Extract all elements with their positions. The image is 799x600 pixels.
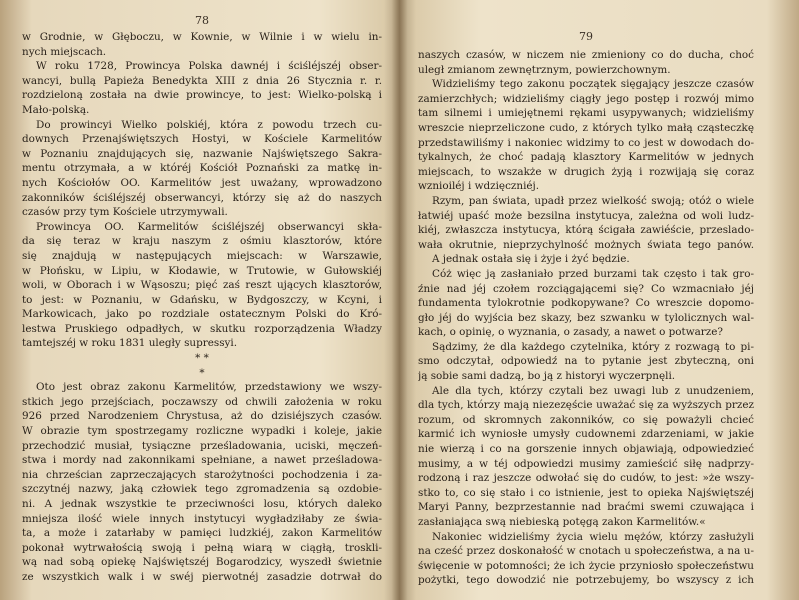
text-line: dla tych, którzy mają niezezęście uważać się za wyższych przez xyxy=(418,399,754,412)
text-line: Maryi Panny, bezprzestannie nad braćmi swemi czuwająca i xyxy=(418,501,754,514)
text-line: Prowincya OO. Karmelitów ściśléjszéj obserwancyi skła- xyxy=(36,220,382,233)
text-line: stwa i mordy nad zakonnikami spełniane, a nawet prześladowa- xyxy=(22,454,382,467)
page-number-right: 79 xyxy=(579,30,593,43)
text-line: Markowicach, jako po rozdziale ostatecznym Polski do Kró- xyxy=(22,308,382,321)
text-line: gło jéj do wyjścia bez skazy, bez szwanku w tylolicznych wal- xyxy=(418,311,754,324)
text-line: pokonał wytrwałością swoją i pełną wiarą w ciągłą, troskli- xyxy=(22,541,382,554)
text-line: * xyxy=(199,366,205,379)
text-line: mniejsza ilość wiele innych instytucyi wygładziłaby ze świa- xyxy=(22,512,382,525)
right-page xyxy=(418,0,754,600)
text-line: ni. A jednak wszystkie te przeciwności losu, których daleko xyxy=(22,498,382,510)
text-line: zamierzchłych; widzieliśmy ciągły jego postęp i rozwój mimo xyxy=(418,92,754,105)
text-line: rozdzieloną została na dwie prowincye, to jest: Wielko-polską i xyxy=(22,89,382,102)
text-line: na cześć przez doskonałość w cnotach u społeczeństwa, a na u- xyxy=(418,545,754,558)
text-line: pożytki, tego dowodzić nie potrzebujemy, bo wszyscy z ich xyxy=(418,574,754,587)
page-number-left: 78 xyxy=(195,14,209,27)
text-line: Ale dla tych, którzy czytali bez uwagi lub z unudzeniem, xyxy=(432,384,754,397)
text-line: to jest: w Poznaniu, w Gdańsku, w Bydgoszczy, w Kcyni, i xyxy=(22,293,382,306)
text-line: stko to, co się stało i co istnienie, jest to opieka Najświętszéj xyxy=(418,486,754,499)
text-line: Mało-polską. xyxy=(22,103,90,116)
text-line: W roku 1728, Prowincya Polska dawnéj i ściśléjszéj obser- xyxy=(36,60,382,73)
text-line: Cóż więc ją zasłaniało przed burzami tak często i tak gro- xyxy=(432,267,754,280)
text-line: wreszcie nieprzeliczone cudo, z których tylko małą cząsteczkę xyxy=(418,121,754,134)
text-line: uległ zmianom zewnętrznym, powierzchownym. xyxy=(418,63,671,76)
text-line: szczytnéj nazwy, jaką człowiek tego zgromadzenia są ozdobie- xyxy=(22,483,382,496)
text-line: rodzoną i raz jeszcze odwołać się do cudów, to jest: »że wszy- xyxy=(418,472,754,485)
text-line: przedstawiliśmy i nakoniec widzimy to co jest w dowodach do- xyxy=(418,136,754,149)
text-line: zasłaniająca swą niebieską potęgą zakon Karmelitów.« xyxy=(418,516,706,528)
text-line: musimy, a w téj odpowiedzi musimy zamieścić siłę nadprzy- xyxy=(418,457,754,470)
text-line: ze wszystkich walk i w swéj pierwotnéj zasadzie dotrwał do xyxy=(22,570,382,583)
text-line: nych Kościołów OO. Karmelitów jest uważany, wprowadzono xyxy=(22,176,382,189)
text-line: źnie nad jéj czołem rozciągającemi się? Co wzmacniało jéj xyxy=(418,282,754,295)
text-line: stkich jego przejściach, poczawszy od chwili założenia w roku xyxy=(22,395,382,408)
text-line: przechodzić musiał, tysiączne prześladowania, uciski, męczeń- xyxy=(22,439,382,452)
text-line: A jednak ostała się i żyje i żyć będzie. xyxy=(432,253,630,266)
text-line: tamtejszéj w roku 1831 uległy supressyi. xyxy=(22,337,238,350)
text-line: woli, w Oborach i w Wąsoszu; pięć zaś reszt ujących klasztorów, xyxy=(22,279,382,292)
text-line: święcenie w potomności; że ich życie przyniosło społeczeństwu xyxy=(418,559,754,572)
text-line: Oto jest obraz zakonu Karmelitów, przedstawiony we wszy- xyxy=(36,381,382,394)
text-line: nych miejscach. xyxy=(22,45,107,58)
text-line: 926 przed Narodzeniem Chrystusa, aż do dzisiéjszych czasów. xyxy=(22,410,382,423)
text-line: smo odczytał, odpowiedź na to pytanie jest zbyteczną, oni xyxy=(418,355,754,368)
text-line: wą nad sobą opiekę Najświętszéj Bogarodzicy, wyszedł świetnie xyxy=(22,556,382,569)
text-line: się znajdują w następujących miejscach: w Warszawie, xyxy=(22,249,382,262)
text-line: zakonników ściśléjszéj obserwancyi, którzy się aż do naszych xyxy=(22,191,382,204)
text-line: Sądzimy, że dla każdego czytelnika, który z rozwagą to pi- xyxy=(432,340,754,353)
text-line: wznioiléj i wdzięczniéj. xyxy=(418,180,540,193)
text-line: wała okrutnie, nieprzychylność możnych świata tego panów. xyxy=(418,238,754,251)
left-page xyxy=(22,0,382,600)
text-line: da się teraz w kraju naszym z ośmiu klasztorów, które xyxy=(22,235,382,248)
text-line: łatwiéj upaść może bezsilna instytucya, zależna od woli ludz- xyxy=(418,209,754,222)
text-line: * * xyxy=(195,352,209,365)
text-line: Widzieliśmy tego zakonu początek sięgający jeszcze czasów xyxy=(432,78,754,91)
text-line: downych Przenajświętszych Hostyi, w Kościele Karmelitów xyxy=(22,133,382,146)
text-line: w Płońsku, w Lipiu, w Kłodawie, w Trutowie, w Gułowskiéj xyxy=(22,264,382,277)
text-line: mentu otrzymała, a w któréj Kościół Poznański za matkę in- xyxy=(22,162,382,175)
text-line: kach, o opinię, o wyznania, o zasady, a nawet o potwarze? xyxy=(418,326,723,339)
text-line: rozum, od skromnych zakonników, co się poważyli chcieć xyxy=(418,413,754,426)
text-line: tam silnemi i umiejętnemi rękami usypywanych; widzieliśmy xyxy=(418,107,754,120)
left-page-text xyxy=(22,30,382,585)
text-line: naszych czasów, w niczem nie zmieniony co do ducha, choć xyxy=(418,49,754,61)
right-page-text xyxy=(418,48,754,588)
text-line: nie wierzą i co na gorszenie innych objawiają, odpowiedzieć xyxy=(418,443,754,456)
text-line: w Grodnie, w Głęboczu, w Kownie, w Wilnie i w wielu in- xyxy=(22,31,382,43)
text-line: czasów przy tym Kościele utrzymywali. xyxy=(22,206,228,219)
text-line: W obrazie tym spostrzegamy rozliczne wypadki i koleje, jakie xyxy=(22,425,382,438)
text-line: miejscach, to wszakże w drugich żyją i rozwijają się coraz xyxy=(418,165,754,178)
text-line: Rzym, pan świata, upadł przez wielkość swoją; otóż o wiele xyxy=(432,194,754,207)
text-line: fundamenta tylokrotnie podkopywane? Co wreszcie dopomo- xyxy=(418,297,754,310)
book-gutter-shadow xyxy=(384,0,416,600)
text-line: kiéj, zwłaszcza instytucya, którą ścigała zawiéście, przeslado- xyxy=(418,224,754,237)
text-line: tykalnych, że choć padają klasztory Karmelitów w jednych xyxy=(418,151,754,164)
text-line: nia chrześcian zaprzeczających starożytności pochodzenia i za- xyxy=(22,468,382,481)
text-line: lestwa Pruskiego odpadłych, w skutku rozporządzenia Władzy xyxy=(22,322,382,335)
text-line: ta, a może i zatarłaby w pamięci ludzkiéj, zakon Karmelitów xyxy=(22,527,382,540)
text-line: karmić ich wyniosłe umysły cudownemi zdarzeniami, w jakie xyxy=(418,428,754,441)
text-line: wancyi, bullą Papieża Benedykta XIII z dnia 26 Stycznia r. r. xyxy=(22,74,382,87)
text-line: w Poznaniu znajdujących się, nazwanie Najświętszego Sakra- xyxy=(22,147,382,160)
text-line: Nakoniec widzieliśmy życia wielu mężów, którzy zasłużyli xyxy=(432,530,754,543)
text-line: ją sobie sami dadzą, bo ją z historyi wyczerpnęli. xyxy=(418,370,676,383)
text-line: Do prowincyi Wielko polskiéj, która z powodu trzech cu- xyxy=(36,118,382,131)
